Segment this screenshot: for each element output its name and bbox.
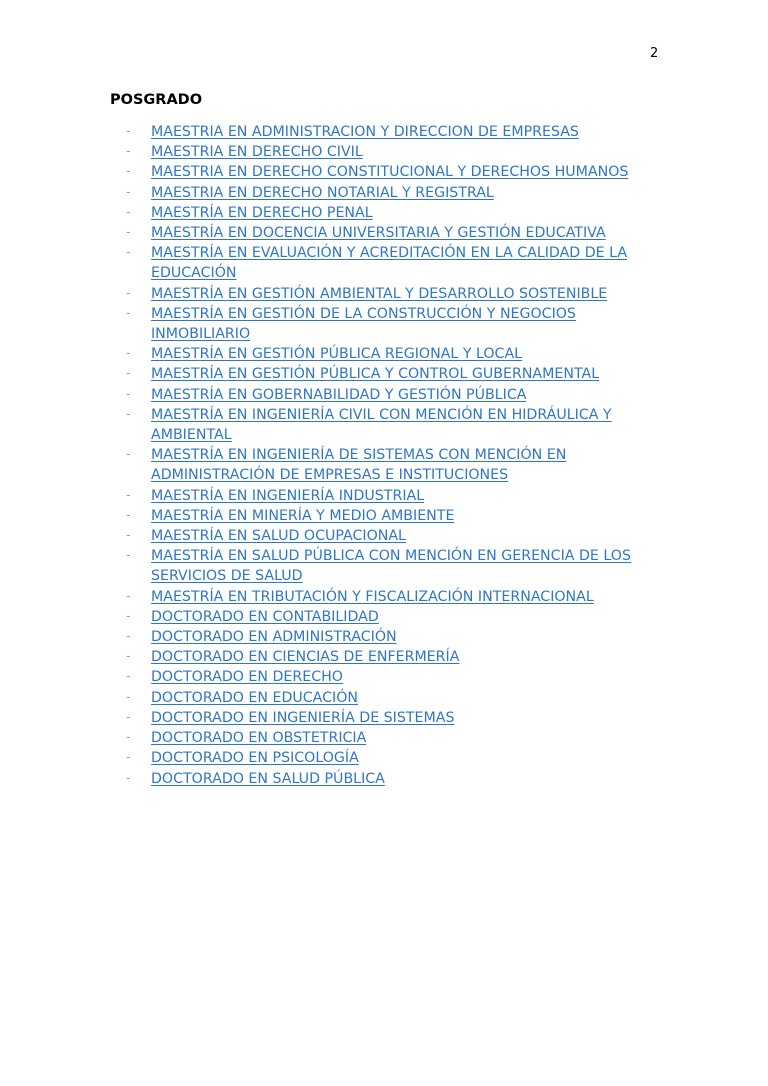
bullet-dash: -: [126, 487, 131, 503]
program-link[interactable]: MAESTRIA EN ADMINISTRACION Y DIRECCION DE EMPRESAS: [151, 124, 579, 140]
list-item: [126, 405, 646, 445]
program-link[interactable]: DOCTORADO EN PSICOLOGÍA: [151, 750, 359, 767]
program-list: [126, 122, 646, 789]
program-link[interactable]: MAESTRÍA EN DOCENCIA UNIVERSITARIA Y GESTIÓN EDUCATIVA: [151, 225, 606, 242]
bullet-dash: -: [126, 649, 131, 665]
program-link[interactable]: DOCTORADO EN ADMINISTRACIÓN: [151, 629, 397, 646]
bullet-dash: -: [126, 164, 131, 180]
program-link[interactable]: MAESTRÍA EN GESTIÓN AMBIENTAL Y DESARROLLO SOSTENIBLE: [151, 285, 608, 302]
list-item: [126, 203, 646, 223]
bullet-dash: -: [126, 709, 131, 725]
list-item: [126, 385, 646, 405]
list-item: [126, 364, 646, 384]
list-item: [126, 304, 646, 344]
program-link[interactable]: MAESTRÍA EN GESTIÓN PÚBLICA Y CONTROL GUBERNAMENTAL: [151, 366, 600, 383]
list-item: [126, 667, 646, 687]
program-link[interactable]: MAESTRÍA EN INGENIERÍA INDUSTRIAL: [151, 487, 425, 504]
bullet-dash: -: [126, 406, 131, 422]
bullet-dash: -: [126, 144, 131, 160]
program-link[interactable]: DOCTORADO EN DERECHO: [151, 669, 343, 686]
bullet-dash: -: [126, 750, 131, 766]
program-link[interactable]: DOCTORADO EN OBSTETRICIA: [151, 730, 367, 747]
list-item: [126, 486, 646, 506]
program-link[interactable]: MAESTRIA EN DERECHO CIVIL: [151, 144, 363, 161]
bullet-dash: -: [126, 689, 131, 705]
bullet-dash: -: [126, 285, 131, 301]
list-item: [126, 546, 646, 586]
program-link[interactable]: MAESTRIA EN DERECHO NOTARIAL Y REGISTRAL: [151, 184, 494, 201]
list-item: [126, 445, 646, 485]
list-item: [126, 223, 646, 243]
list-item: [126, 162, 646, 182]
bullet-dash: -: [126, 669, 131, 685]
bullet-dash: -: [126, 770, 131, 786]
program-link[interactable]: MAESTRÍA EN GESTIÓN DE LA CONSTRUCCIÓN Y NEGOCIOS INMOBILIARIO: [151, 305, 576, 343]
bullet-dash: -: [126, 507, 131, 523]
program-link[interactable]: MAESTRÍA EN INGENIERÍA CIVIL CON MENCIÓN EN HIDRÁULICA Y AMBIENTAL: [151, 406, 612, 444]
bullet-dash: -: [126, 629, 131, 645]
list-item: [126, 728, 646, 748]
list-item: [126, 688, 646, 708]
program-link[interactable]: MAESTRIA EN DERECHO CONSTITUCIONAL Y DERECHOS HUMANOS: [151, 164, 629, 181]
bullet-dash: -: [126, 204, 131, 220]
list-item: [126, 587, 646, 607]
program-link[interactable]: MAESTRÍA EN INGENIERÍA DE SISTEMAS CON MENCIÓN EN ADMINISTRACIÓN DE EMPRESAS E INSTITUCIONES: [151, 447, 567, 484]
list-item: [126, 647, 646, 667]
program-link[interactable]: DOCTORADO EN CONTABILIDAD: [151, 608, 379, 625]
list-item: [126, 506, 646, 526]
section-title: POSGRADO: [110, 92, 203, 108]
list-item: [126, 122, 646, 142]
program-link[interactable]: DOCTORADO EN CIENCIAS DE ENFERMERÍA: [151, 649, 460, 666]
program-link[interactable]: MAESTRÍA EN MINERÍA Y MEDIO AMBIENTE: [151, 507, 455, 524]
list-item: [126, 344, 646, 364]
list-item: [126, 708, 646, 728]
program-link[interactable]: DOCTORADO EN SALUD PÚBLICA: [151, 770, 385, 787]
list-item: [126, 243, 646, 283]
program-link[interactable]: DOCTORADO EN INGENIERÍA DE SISTEMAS: [151, 709, 455, 726]
list-item: [126, 769, 646, 789]
program-link[interactable]: MAESTRÍA EN GESTIÓN PÚBLICA REGIONAL Y LOCAL: [151, 346, 523, 363]
bullet-dash: -: [126, 366, 131, 382]
program-link[interactable]: MAESTRÍA EN EVALUACIÓN Y ACREDITACIÓN EN LA CALIDAD DE LA EDUCACIÓN: [151, 245, 628, 282]
program-link[interactable]: DOCTORADO EN EDUCACIÓN: [151, 689, 359, 706]
list-item: [126, 142, 646, 162]
program-link[interactable]: MAESTRÍA EN GOBERNABILIDAD Y GESTIÓN PÚBLICA: [151, 386, 527, 403]
list-item: [126, 526, 646, 546]
program-link[interactable]: MAESTRÍA EN TRIBUTACIÓN Y FISCALIZACIÓN INTERNACIONAL: [151, 588, 594, 605]
list-item: [126, 607, 646, 627]
page-number: 2: [650, 46, 659, 61]
bullet-dash: -: [126, 346, 131, 362]
bullet-dash: -: [126, 730, 131, 746]
list-item: [126, 284, 646, 304]
list-item: [126, 748, 646, 768]
bullet-dash: -: [126, 528, 131, 544]
program-link[interactable]: MAESTRÍA EN SALUD OCUPACIONAL: [151, 528, 406, 545]
bullet-dash: -: [126, 447, 131, 463]
list-item: [126, 627, 646, 647]
list-item: [126, 183, 646, 203]
bullet-dash: -: [126, 225, 131, 241]
bullet-dash: -: [126, 386, 131, 402]
bullet-dash: -: [126, 548, 131, 564]
bullet-dash: -: [126, 608, 131, 624]
bullet-dash: -: [126, 305, 131, 321]
bullet-dash: -: [126, 245, 131, 261]
bullet-dash: -: [126, 184, 131, 200]
bullet-dash: -: [126, 124, 131, 139]
program-link[interactable]: MAESTRÍA EN DERECHO PENAL: [151, 204, 373, 221]
bullet-dash: -: [126, 588, 131, 604]
program-link[interactable]: MAESTRÍA EN SALUD PÚBLICA CON MENCIÓN EN GERENCIA DE LOS SERVICIOS DE SALUD: [151, 548, 631, 585]
